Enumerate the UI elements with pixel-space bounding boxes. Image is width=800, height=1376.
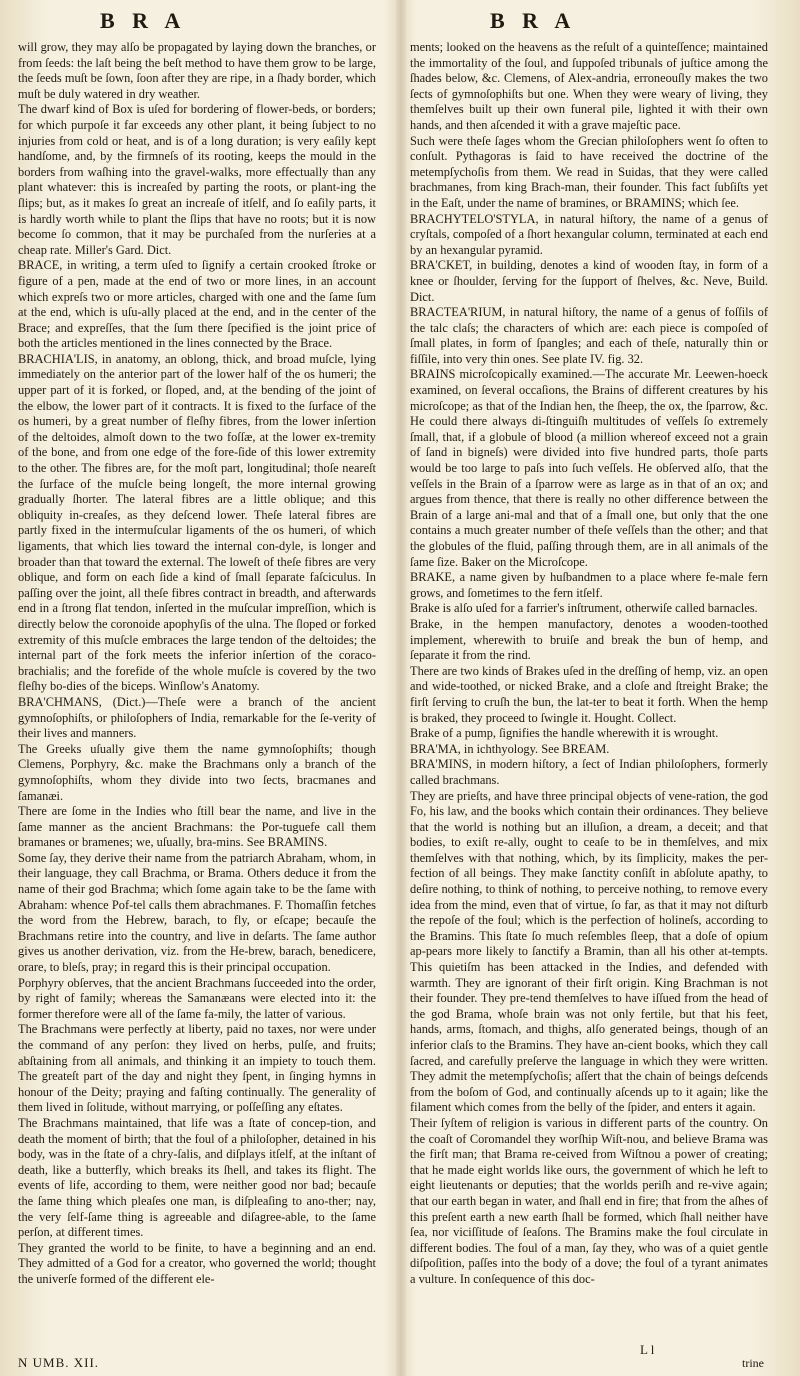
paragraph: They granted the world to be finite, to have a beginning and an end. They admitted of a God for a creator, who governed the world; thought the univerſe formed of the different ele- — [18, 1240, 376, 1286]
catchword: trine — [742, 1356, 764, 1370]
paragraph: Some ſay, they derive their name from the patriarch Abraham, whom, in their language, they call Brachma, or Brama. Others deduce it from the name of their god Brachma; which ſome again take to be the ſame with Abraham: whence Pof-tel calls them abrachmanes. F. Thomaſſin fetches the word from the Hebrew, barach, to fly, or eſcape; becauſe the Brachmans retire into the country, and live in deſarts. The ſame author gives us another derivation, viz. from the He-brew, barach, benedicere, orare, to bleſs, pray; in regard this is their principal occupation. — [18, 850, 376, 975]
running-header-right: B R A — [490, 8, 577, 33]
entry-brachmans: BRA'CHMANS, (Dict.)—Theſe were a branch of the ancient gymnoſophiſts, or philoſophers of India, remarkable for the ſe-verity of their lives and manners. — [18, 694, 376, 741]
folio-number: N UMB. XII. — [18, 1355, 100, 1370]
paragraph: will grow, they may alſo be propagated by laying down the branches, or from ſeeds: the laſt being the beſt method to have them grow to be large, the ſeeds muſt be ſown, ſoon after they are ripe, in a ſhady border, which muſt be duly watered in dry weather. — [18, 40, 376, 101]
entry-brachialis: BRACHIA'LIS, in anatomy, an oblong, thick, and broad muſcle, lying immediately on the anterior part of the lower half of the os humeri; the upper part of it is forked, or ſloped, and, at the bending of the joint of the elbow, the lower part of it contracts. It is fixed to the ſurface of the os humeri, by a great number of fleſhy fibres, from the lower inſertion of the deltoides, almoſt down to the two foſſæ, at the lower ex-tremity of the bone, and from one edge of the fore-ſide of this lower extremity to the other. The fibres are, for the moſt part, longitudinal; thoſe neareſt the ſurface of the muſcle being longeſt, the more internal growing gradually ſhorter. The lateral fibres are a little oblique; and this obliquity in-creaſes, as they deſcend lower. Theſe lateral fibres are partly fixed in the intermuſcular ligaments of the os humeri, of which ligaments, that which lies toward the internal con-dyle, is longer and broader than that toward the external. The loweſt of theſe fibres are very oblique, and form on each ſide a kind of ſmall ſeparate faſciculus. In paſſing over the joint, all theſe fibres contract in breadth, and afterwards end in a ſtrong flat tendon, inſerted in the muſcular impreſſion, which is directly below the coronoide apophyſis of the ulna. The ſloped or forked extremity of this muſcle embraces the large tendon of the deltoides; the internal part of the fork meets the inferior inſertion of the coraco-brachialis; and the forefide of the whole muſcle is covered by the two fleſhy bo-dies of the biceps. Winſlow's Anatomy. — [18, 351, 376, 694]
entry-brachytelostyla: BRACHYTELO'STYLA, in natural hiſtory, the name of a genus of cryſtals, compoſed of a ſhort hexangular column, terminated at each end by an hexangular pyramid. — [410, 211, 768, 257]
paragraph: The Greeks uſually give them the name gymnoſophiſts; though Clemens, Porphyry, &c. make the Brachmans only a branch of the gymnoſophiſts, whom they divide into two ſects, bracmanes and ſamanæi. — [18, 741, 376, 803]
paragraph: ments; looked on the heavens as the reſult of a quinteſſence; maintained the immortality of the ſoul, and ſuppoſed tribunals of juſtice among the ſhades below, &c. Clemens, of Alex-andria, erroneouſly makes the two ſects of gymnoſophiſts but one. When they were weary of living, they themſelves built up their own funeral pile, lighted it with their own hands, and then aſcended it with a grave majeſtic pace. — [410, 40, 768, 132]
left-text-column — [18, 40, 376, 1365]
paragraph: They are prieſts, and have three principal objects of vene-ration, the god Fo, his law, and the books which contain their ordinances. They believe that the world is nothing but an illuſion, a dream, a deceit; and that bodies, to exiſt re-ally, ought to ceaſe to be in themſelves, and mix themſelves with that nothing, which, by its ſimplicity, makes the per-fection of all beings. They make ſanctity conſiſt in abſolute apathy, to deſire nothing, to think of nothing, to perceive nothing, to remove every idea from the mind, even that of virtue, ſo far, as that it may not diſturb the repoſe of the foul; which is the perfection of holineſs, according to the Bramins. This ſtate ſo much reſembles ſleep, that a doſe of opium ap-pears more likely to ſanctify a Bramin, than all his other at-tempts. This quietiſm has been attacked in the Indies, and defended with warmth. They are ignorant of their firſt origin. King Brachman is not their founder. They pre-tend themſelves to have iſſued from the head of the god Brama, whoſe brain was not only fertile, but that his feet, hands, arms, ſtomach, and thighs, alſo generated beings, though of an inferior claſs to the Bramins. They have an-cient books, which they call ſacred, and carefully preſerve the language in which they were written. They admit the metempſychoſis; aſſert that the chain of beings deſcends from the boſom of God, and continually aſcends up to it again; like the filament which comes from the belly of the ſpider, and enters it again. — [410, 788, 768, 1115]
paragraph: There are two kinds of Brakes uſed in the dreſſing of hemp, viz. an open and wide-toothed, or nicked Brake, and a cloſe and ſtreight Brake; the firſt ſerving to cruſh the bun, the lat-ter to beat it forth. When the hemp is braked, they proceed to ſwingle it. Hought. Collect. — [410, 663, 768, 725]
entry-brains: BRAINS microſcopically examined.—The accurate Mr. Leewen-hoeck examined, on ſeveral occaſions, the Brains of different creatures by his microſcope; as that of the Indian hen, the ſheep, the ox, the ſparrow, &c. He could there always di-ſtinguiſh multitudes of veſſels ſo extremely ſmall, that, if a globule of blood (a million whereof exceed not a grain of ſand in bigneſs) were divided into five hundred parts, thoſe parts would be too large to paſs into ſuch veſſels. He obſerved alſo, that the veſſels in the Brain of a ſparrow were as large as in that of an ox; and argues from thence, that there is really no other difference between the Brain of a large ani-mal and that of a ſmall one, but only that the one contains a much greater number of theſe veſſels than the other; and that the globules of the fluid, paſſing through them, are in all animals of the ſame ſize. Baker on the Microſcope. — [410, 367, 768, 569]
entry-bramins: BRA'MINS, in modern hiſtory, a ſect of Indian philoſophers, formerly called brachmans. — [410, 757, 768, 787]
paragraph: There are ſome in the Indies who ſtill bear the name, and live in the ſame manner as the ancient Brachmans: the Por-tuguefe call them bramanes or bramenes; we, uſually, bra-mins. See BRAMINS. — [18, 804, 376, 850]
signature-mark: L l — [640, 1342, 655, 1357]
paragraph: Such were theſe ſages whom the Grecian philoſophers went ſo often to conſult. Pythagoras is ſaid to have received the doctrine of the metempſychoſis from them. We read in Suidas, that they were called brachmanes, from king Brach-man, their founder. This fact ſubſiſts yet in the Eaſt, under the name of bramines, or BRAMINS; which ſee. — [410, 133, 768, 210]
entry-brama: BRA'MA, in ichthyology. See BREAM. — [410, 741, 610, 756]
paragraph: Porphyry obſerves, that the ancient Brachmans ſucceeded into the order, by right of family; whereas the Samanæans were elected into it: the former therefore were all of the ſame fa-mily, the latter of various. — [18, 975, 376, 1021]
entry-bracket: BRA'CKET, in building, denotes a kind of wooden ſtay, in form of a knee or ſhoulder, ſerving for the ſupport of ſhelves, &c. Neve, Build. Dict. — [410, 258, 768, 304]
entry-brake: BRAKE, a name given by huſbandmen to a place where fe-male fern grows, and ſometimes to the fern itſelf. — [410, 570, 768, 600]
entry-bractearium: BRACTEA'RIUM, in natural hiſtory, the name of a genus of foſſils of the talc claſs; the characters of which are: each piece is compoſed of ſmall plates, in form of ſpangles; and each of theſe, naturally thin or fiſſile, into very thin ones. See plate IV. fig. 32. — [410, 305, 768, 366]
paragraph: Brake, in the hempen manufactory, denotes a wooden-toothed implement, wherewith to bruiſe and break the bun of hemp, and ſeparate it from the rind. — [410, 616, 768, 663]
paragraph: The Brachmans were perfectly at liberty, paid no taxes, nor were under the command of any perſon: they lived on herbs, pulſe, and fruits; abſtaining from all animals, and thinking it an impiety to touch them. The greateſt part of the day and night they ſpent, in ſinging hymns in honour of the Deity; praying and faſting continually. The generality of them lived in ſolitude, without marrying, or poſſeſſing any eſtates. — [18, 1022, 376, 1115]
right-text-column — [410, 40, 768, 1365]
page-gutter — [396, 0, 406, 1376]
paragraph: Brake is alſo uſed for a farrier's inſtrument, otherwiſe called barnacles. — [410, 601, 758, 616]
paragraph: Their ſyſtem of religion is various in different parts of the country. On the coaſt of Coromandel they worſhip Wiſt-nou, and believe Brama was the firſt man; that Brama re-ceived from Wiſtnou a power of creating; that he made eight worlds like ours, the government of which he left to eight lieutenants or deputies; that the worlds periſh and re-vive again; that our earth began in water, and ſhall end in fire; that from the aſhes of this preſent earth a new earth ſhall be formed, which ſhall neither have ſea, nor viciſſitude of ſeaſons. The Bramins make the foul circulate in different bodies. The foul of a man, ſay they, who was of a quiet gentle diſpoſition, paſſes into the body of a dove; the foul of a tyrant animates a vulture. In conſequence of this doc- — [410, 1115, 768, 1286]
paragraph: The Brachmans maintained, that life was a ſtate of concep-tion, and death the moment of birth; that the foul of a philoſopher, detained in his body, was in the ſtate of a chry-ſalis, and diſplays itſelf, at the inſtant of death, like a butterfly, which breaks its ſhell, and takes its flight. The events of life, according to them, were neither good nor bad; becauſe the ſame thing which pleaſes one man, is diſpleaſing to ano-ther; nay, the very ſelf-ſame thing is agreeable and diſagree-able, to the ſame perſon, at different times. — [18, 1115, 376, 1240]
paragraph: The dwarf kind of Box is uſed for bordering of flower-beds, or borders; for which purpoſe it far exceeds any other plant, it being ſubject to no injuries from cold or heat, and is of a long duration; is very eaſily kept handſome, and, by the firmneſs of its rooting, keeps the mould in the borders from waſhing into the gravel-walks, more effectually than any plant whatever: this is increaſed by parting the roots, or plant-ing the ſlips; but, as it makes ſo great an increaſe of itſelf, and ſo eaſily parts, it is hardly worth while to plant the ſlips that have no roots; but it is now become ſo common, that it may be purchaſed from the nurſeries at a cheap rate. Miller's Gard. Dict. — [18, 102, 376, 257]
running-header-left: B R A — [100, 8, 187, 33]
paragraph: Brake of a pump, ſignifies the handle wherewith it is wrought. — [410, 726, 719, 741]
entry-brace: BRACE, in writing, a term uſed to ſignify a certain crooked ſtroke or figure of a pen, made at the end of two or more lines, in an account which expreſs two or more articles, charged with one and the ſame ſum at the end, which is uſu-ally placed at the end, and in the center of the Brace; and expreſſes, that the ſum there ſpecified is the joint price of both the articles mentioned in the lines connected by the Brace. — [18, 258, 376, 351]
